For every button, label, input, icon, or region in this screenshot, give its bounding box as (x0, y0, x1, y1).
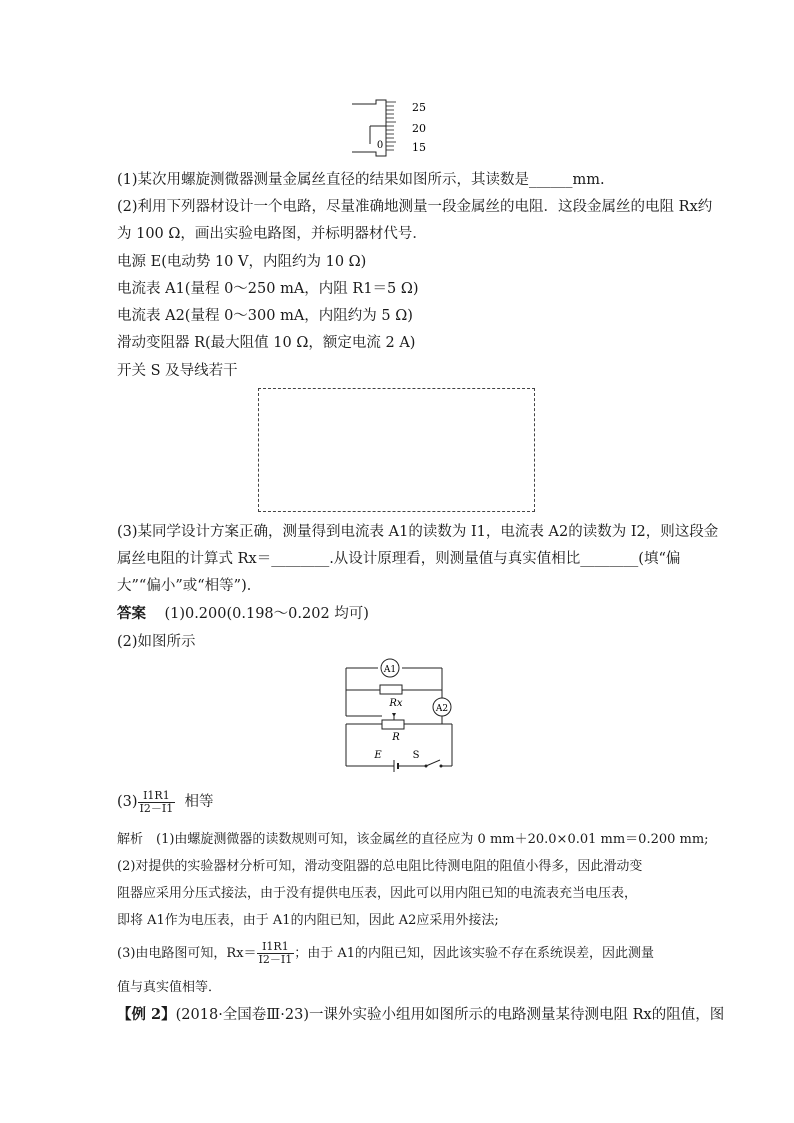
battery-e-label: E (374, 750, 382, 761)
explanation-5-suffix: ；由于 A1的内阻已知，因此该实验不存在系统误差，因此测量 (294, 946, 655, 961)
micrometer-tick-label: 25 (412, 101, 426, 114)
question-3-line-3: 大”“偏小”或“相等”)． (117, 578, 262, 594)
answer-3-fraction (138, 790, 176, 815)
example-text: (2018·全国卷Ⅲ·23)一课外实验小组用如图所示的电路测量某待测电阻 Rx的阻值，图 (175, 1007, 725, 1023)
fraction-denominator: I2－I1 (258, 953, 293, 966)
explanation-line-4: 即将 A1作为电压表，由于 A1的内阻已知，因此 A2应采用外接法; (117, 913, 499, 928)
circuit-drawing-box (258, 388, 535, 512)
question-3-line-1: (3)某同学设计方案正确，测量得到电流表 A1的读数为 I1，电流表 A2的读数为 I2，则这段金 (117, 524, 719, 540)
question-3-line-2: 属丝电阻的计算式 Rx＝________.从设计原理看，则测量值与真实值相比________(填“偏 (117, 551, 681, 567)
answer-3-suffix: 相等 (184, 794, 214, 810)
question-2-line-1: (2)利用下列器材设计一个电路，尽量准确地测量一段金属丝的电阻．这段金属丝的电阻 Rx约 (117, 199, 713, 215)
ammeter-a2-label: A2 (435, 704, 449, 714)
answer-3-prefix: (3) (117, 794, 138, 810)
fraction-numerator: I1R1 (138, 790, 176, 803)
answer-2: (2)如图所示 (117, 634, 196, 650)
explanation-line-1: 解析 (1)由螺旋测微器的读数规则可知，该金属丝的直径应为 0 mm＋20.0×0.01 mm＝0.200 mm; (117, 832, 709, 847)
fraction-numerator: I1R1 (257, 941, 295, 954)
question-1: (1)某次用螺旋测微器测量金属丝直径的结果如图所示，其读数是______mm. (117, 172, 605, 188)
answer-1: (1)0.200(0.198～0.202 均可) (164, 606, 369, 622)
ammeter-a1-label: A1 (383, 665, 397, 675)
answer-label: 答案 (117, 605, 146, 622)
equipment-ammeter-a2: 电流表 A2(量程 0～300 mA，内阻约为 5 Ω) (117, 308, 413, 324)
micrometer-figure (350, 96, 450, 158)
example-tag: 【例 2】 (117, 1006, 176, 1023)
equipment-ammeter-a1: 电流表 A1(量程 0～250 mA，内阻 R1＝5 Ω) (117, 281, 419, 297)
micrometer-zero-label: 0 (376, 140, 384, 151)
answer-line-1 (117, 604, 369, 624)
switch-s-label: S (412, 750, 420, 761)
explanation-fraction (257, 941, 295, 966)
explanation-line-2: (2)对提供的实验器材分析可知，滑动变阻器的总电阻比待测电阻的阻值小得多，因此滑动变 (117, 859, 643, 874)
example-2-line (117, 1005, 724, 1025)
micrometer-tick-label: 15 (412, 141, 426, 154)
micrometer-tick-label: 20 (412, 122, 426, 135)
explanation-line-3: 阻器应采用分压式接法，由于没有提供电压表，因此可以用内阻已知的电流表充当电压表， (117, 886, 638, 901)
equipment-rheostat: 滑动变阻器 R(最大阻值 10 Ω，额定电流 2 A) (117, 335, 416, 351)
circuit-diagram (340, 654, 460, 774)
question-2-line-2: 为 100 Ω，画出实验电路图，并标明器材代号． (117, 226, 427, 242)
equipment-switch: 开关 S 及导线若干 (117, 363, 238, 379)
answer-3 (117, 788, 213, 816)
fraction-denominator: I2－I1 (139, 801, 174, 815)
rheostat-r-label: R (392, 732, 400, 743)
resistor-rx-label: Rx (389, 698, 403, 709)
equipment-power-source: 电源 E(电动势 10 V，内阻约为 10 Ω) (117, 254, 367, 270)
explanation-line-6: 值与真实值相等． (117, 980, 222, 995)
explanation-5-prefix: (3)由电路图可知，Rx＝ (117, 946, 257, 961)
explanation-line-5 (117, 940, 654, 968)
